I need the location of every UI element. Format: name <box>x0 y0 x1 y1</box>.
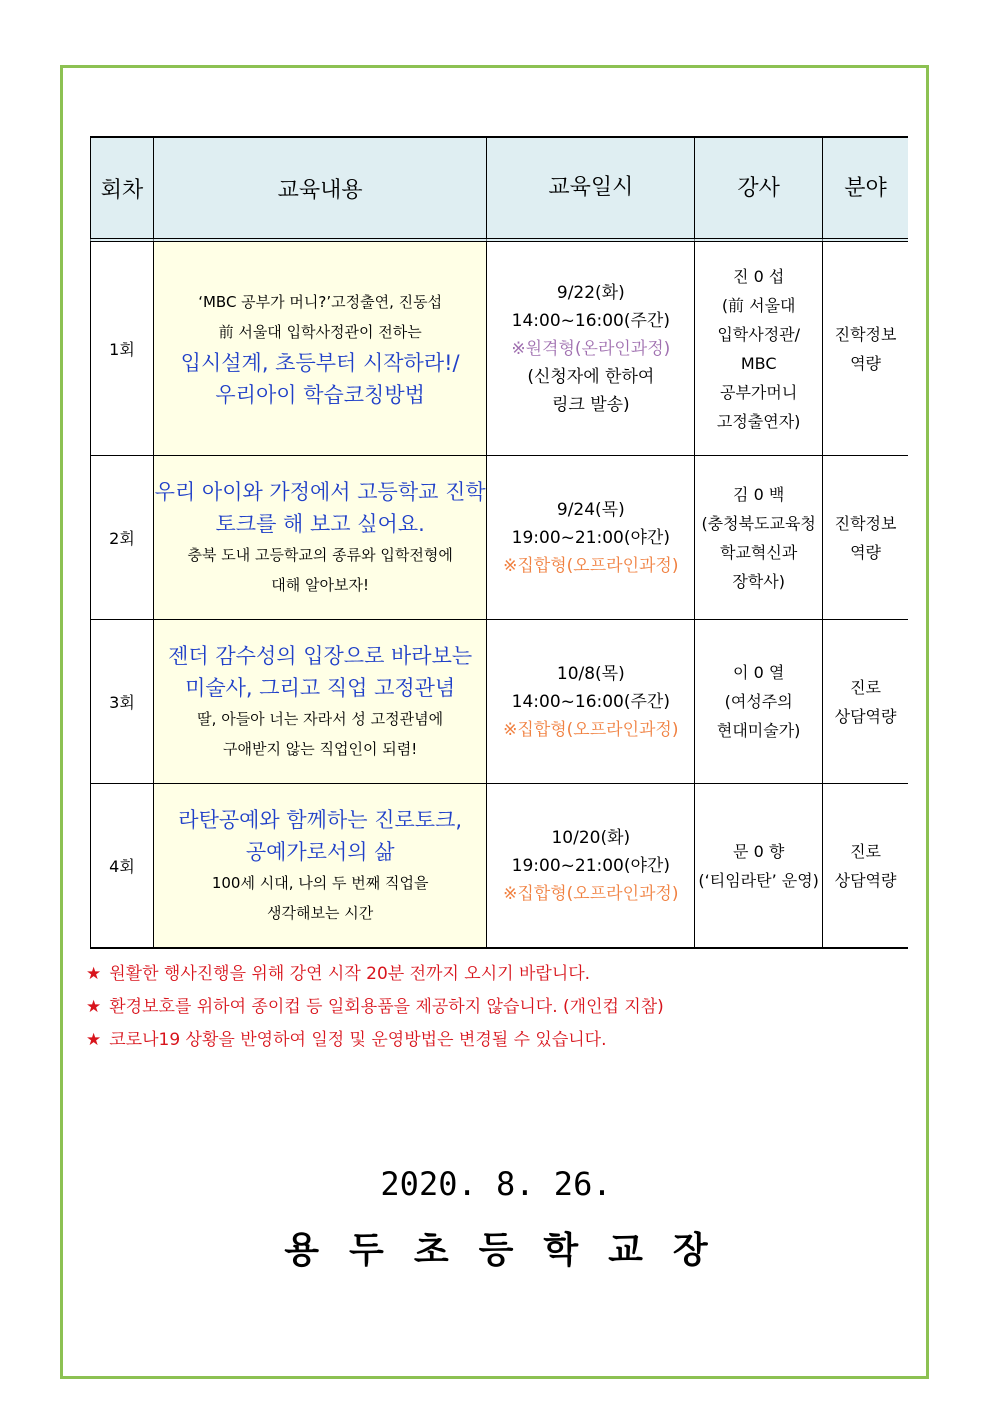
signature-date: 2020. 8. 26. <box>380 1165 612 1203</box>
field-line: 역량 <box>850 353 881 373</box>
session-number: 3회 <box>90 620 154 784</box>
table-row <box>90 784 908 947</box>
lecturer-line: 진 0 섭 <box>733 266 785 286</box>
course-date: 9/24(목) <box>556 499 625 520</box>
content-title: 우리 아이와 가정에서 고등학교 진학 <box>154 479 486 504</box>
star-icon: ★ <box>86 1030 102 1050</box>
content-subtext: 대해 알아보자! <box>271 575 370 594</box>
course-content <box>154 242 487 456</box>
course-datetime <box>487 456 695 620</box>
course-field <box>823 456 908 620</box>
field-line: 상담역량 <box>834 870 897 890</box>
notice-text: 원활한 행사진행을 위해 강연 시작 20분 전까지 오시기 바랍니다. <box>109 964 591 984</box>
notice-text: 코로나19 상황을 반영하여 일정 및 운영방법은 변경될 수 있습니다. <box>109 1030 607 1050</box>
course-time: 14:00~16:00(주간) <box>511 691 670 712</box>
field-line: 진로 <box>850 841 881 861</box>
lecturer-line: 문 0 향 <box>733 841 785 861</box>
course-format: ※원격형(온라인과정) <box>511 338 671 359</box>
course-field <box>823 784 908 947</box>
field-line: 진학정보 <box>834 324 897 344</box>
course-content <box>154 456 487 620</box>
star-icon: ★ <box>86 964 102 984</box>
content-title: 공예가로서의 삶 <box>245 839 395 864</box>
course-datetime <box>487 620 695 784</box>
course-datetime <box>487 242 695 456</box>
session-number: 2회 <box>90 456 154 620</box>
content-subtext: 딸, 아들아 너는 자라서 성 고정관념에 <box>197 709 444 728</box>
header-datetime: 교육일시 <box>487 138 695 242</box>
field-line: 상담역량 <box>834 706 897 726</box>
lecturer-line: 학교혁신과 <box>720 542 798 562</box>
course-field <box>823 620 908 784</box>
lecturer-line: 현대미술가) <box>716 721 801 740</box>
content-title: 토크를 해 보고 싶어요. <box>215 511 425 536</box>
course-format: ※집합형(오프라인과정) <box>503 883 679 904</box>
notice-item <box>86 1024 926 1057</box>
content-title: 미술사, 그리고 직업 고정관념 <box>185 675 456 700</box>
lecturer-line: 김 0 백 <box>733 484 785 504</box>
lecturer-line: 고정출연자) <box>716 411 801 431</box>
content-subtext: 前 서울대 입학사정관이 전하는 <box>218 322 422 341</box>
notice-item <box>86 991 926 1024</box>
schedule-table <box>90 136 908 949</box>
field-line: 역량 <box>850 542 881 562</box>
course-format: ※집합형(오프라인과정) <box>503 555 679 576</box>
content-subtext: 구애받지 않는 직업인이 되렴! <box>223 739 418 758</box>
course-content <box>154 620 487 784</box>
star-icon: ★ <box>86 997 102 1017</box>
course-time: 19:00~21:00(야간) <box>511 855 670 876</box>
table-header-row <box>90 138 908 242</box>
lecturer-info <box>695 620 823 784</box>
notice-list <box>86 958 926 1057</box>
content-subtext: 100세 시대, 나의 두 번째 직업을 <box>211 873 429 892</box>
course-date: 9/22(화) <box>556 282 625 303</box>
content-title: 입시설계, 초등부터 시작하라!/ <box>180 350 460 375</box>
lecturer-line: (충청북도교육청 <box>701 513 816 533</box>
course-format-note: (신청자에 한하여 <box>527 366 655 387</box>
course-time: 19:00~21:00(야간) <box>511 527 670 548</box>
lecturer-line: (前 서울대 <box>721 295 796 315</box>
lecturer-line: 이 0 열 <box>733 663 785 682</box>
course-content <box>154 784 487 947</box>
lecturer-line: (‘티임라탄’ 운영) <box>698 870 819 890</box>
course-datetime <box>487 784 695 947</box>
course-format-note: 링크 발송) <box>551 394 630 415</box>
header-session: 회차 <box>90 138 154 242</box>
lecturer-info <box>695 242 823 456</box>
course-date: 10/20(화) <box>551 827 631 848</box>
notice-item <box>86 958 926 991</box>
session-number: 1회 <box>90 242 154 456</box>
course-format: ※집합형(오프라인과정) <box>503 719 679 740</box>
content-title: 라탄공예와 함께하는 진로토크, <box>178 807 463 832</box>
table-row <box>90 620 908 784</box>
table-row <box>90 242 908 456</box>
course-date: 10/8(목) <box>556 663 625 684</box>
field-line: 진로 <box>850 677 881 697</box>
lecturer-line: MBC <box>740 353 777 373</box>
lecturer-info <box>695 784 823 947</box>
course-time: 14:00~16:00(주간) <box>511 310 670 331</box>
lecturer-line: (여성주의 <box>724 692 793 711</box>
header-content: 교육내용 <box>154 138 487 242</box>
content-title: 젠더 감수성의 입장으로 바라보는 <box>168 643 473 668</box>
lecturer-line: 입학사정관/ <box>717 324 800 344</box>
session-number: 4회 <box>90 784 154 947</box>
table-row <box>90 456 908 620</box>
field-line: 진학정보 <box>834 513 897 533</box>
signature-name: 용두초등학교장 <box>284 1230 738 1271</box>
lecturer-line: 장학사) <box>732 571 785 591</box>
lecturer-line: 공부가머니 <box>720 382 798 402</box>
header-lecturer: 강사 <box>695 138 823 242</box>
content-subtext: 충북 도내 고등학교의 종류와 입학전형에 <box>187 545 453 564</box>
content-subtext: ‘MBC 공부가 머니?’고정출연, 진동섭 <box>198 292 443 311</box>
content-subtext: 생각해보는 시간 <box>267 903 374 922</box>
content-title: 우리아이 학습코칭방법 <box>215 382 425 407</box>
lecturer-info <box>695 456 823 620</box>
course-field <box>823 242 908 456</box>
notice-text: 환경보호를 위하여 종이컵 등 일회용품을 제공하지 않습니다. (개인컵 지참) <box>109 997 664 1017</box>
header-field: 분야 <box>823 138 908 242</box>
